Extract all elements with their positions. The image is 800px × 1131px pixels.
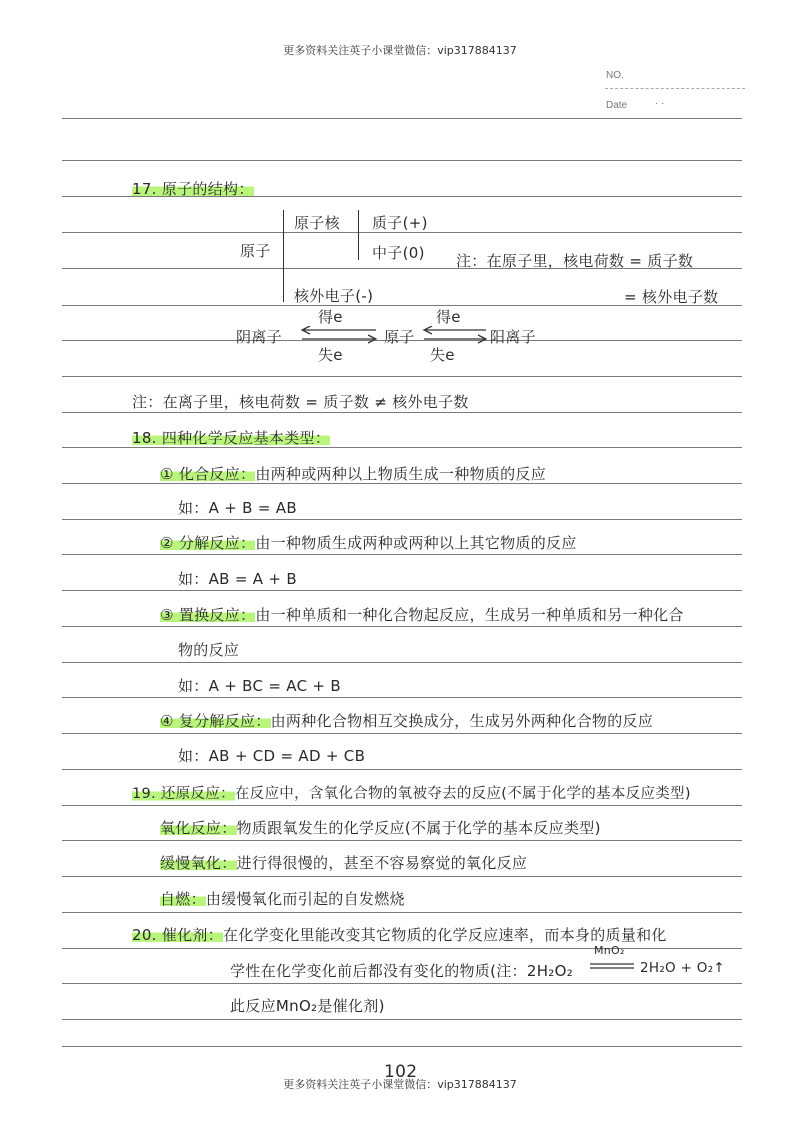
s17-cation: 阳离子: [490, 328, 536, 346]
s20-desc2: 学性在化学变化前后都没有变化的物质(注：2H₂O₂: [230, 962, 574, 980]
s17-note2: = 核外电子数: [624, 288, 719, 306]
s17-electron: 核外电子(-): [294, 287, 374, 305]
s17-anion: 阴离子: [236, 328, 282, 346]
s19-auto-ignition: 自燃：由缓慢氧化而引起的自发燃烧: [160, 890, 405, 908]
s17-nucleus: 原子核: [294, 214, 340, 232]
s18-r2-example: 如：AB = A + B: [178, 570, 297, 588]
date-label: Date: [606, 100, 628, 111]
s18-r3-desc2: 物的反应: [178, 641, 240, 659]
bracket-nucleus: [358, 210, 359, 260]
s17-title: 17. 原子的结构：: [132, 180, 254, 198]
arrow2-lose-label: 失e: [430, 346, 455, 364]
arrow2-gain-label: 得e: [436, 308, 461, 326]
s20-title: 20. 催化剂：在化学变化里能改变其它物质的化学反应速率，而本身的质量和化: [132, 926, 667, 944]
double-arrow-icon: [422, 326, 488, 344]
s19-slow-oxidation: 缓慢氧化：进行得很慢的，甚至不容易察觉的氧化反应: [160, 854, 528, 872]
double-arrow-icon: [300, 326, 378, 344]
s17-note1: 注：在原子里，核电荷数 = 质子数: [456, 252, 694, 270]
s17-neutron: 中子(0): [372, 244, 425, 262]
page-number: 102: [384, 1062, 418, 1082]
s18-r1: ① 化合反应：由两种或两种以上物质生成一种物质的反应: [160, 465, 547, 483]
bracket-atom: [283, 210, 284, 302]
reaction-equals-icon: [590, 962, 636, 970]
arrow1-gain-label: 得e: [318, 308, 343, 326]
s18-r3: ③ 置换反应：由一种单质和一种化合物起反应，生成另一种单质和另一种化合: [160, 606, 684, 624]
s18-r3-example: 如：A + BC = AC + B: [178, 677, 341, 695]
s19-title: 19. 还原反应：在反应中，含氧化合物的氧被夺去的反应(不属于化学的基本反应类型): [132, 786, 691, 802]
s18-r2: ② 分解反应：由一种物质生成两种或两种以上其它物质的反应: [160, 534, 577, 552]
s20-catalyst-label: MnO₂: [594, 944, 625, 957]
s18-r1-example: 如：A + B = AB: [178, 499, 297, 517]
header-dash: [605, 88, 745, 89]
s20-desc3: 此反应MnO₂是催化剂): [230, 997, 385, 1015]
s17-atom: 原子: [240, 242, 271, 260]
s20-products: 2H₂O + O₂↑: [640, 960, 726, 976]
s17-atom2: 原子: [384, 328, 415, 346]
s18-r4: ④ 复分解反应：由两种化合物相互交换成分，生成另外两种化合物的反应: [160, 712, 654, 730]
arrow1-lose-label: 失e: [318, 346, 343, 364]
watermark-bottom: 更多资料关注英子小课堂微信：vip317884137: [283, 1078, 517, 1091]
date-dots: · ·: [655, 98, 665, 109]
s17-proton: 质子(+): [372, 214, 428, 232]
s18-r4-example: 如：AB + CD = AD + CB: [178, 747, 366, 765]
s19-oxidation: 氧化反应：物质跟氧发生的化学反应(不属于化学的基本反应类型): [160, 819, 601, 837]
s17-note3: 注：在离子里，核电荷数 = 质子数 ≠ 核外电子数: [132, 393, 469, 411]
watermark-top: 更多资料关注英子小课堂微信：vip317884137: [283, 44, 517, 57]
s18-title: 18. 四种化学反应基本类型：: [132, 429, 331, 447]
no-label: NO.: [606, 70, 624, 81]
